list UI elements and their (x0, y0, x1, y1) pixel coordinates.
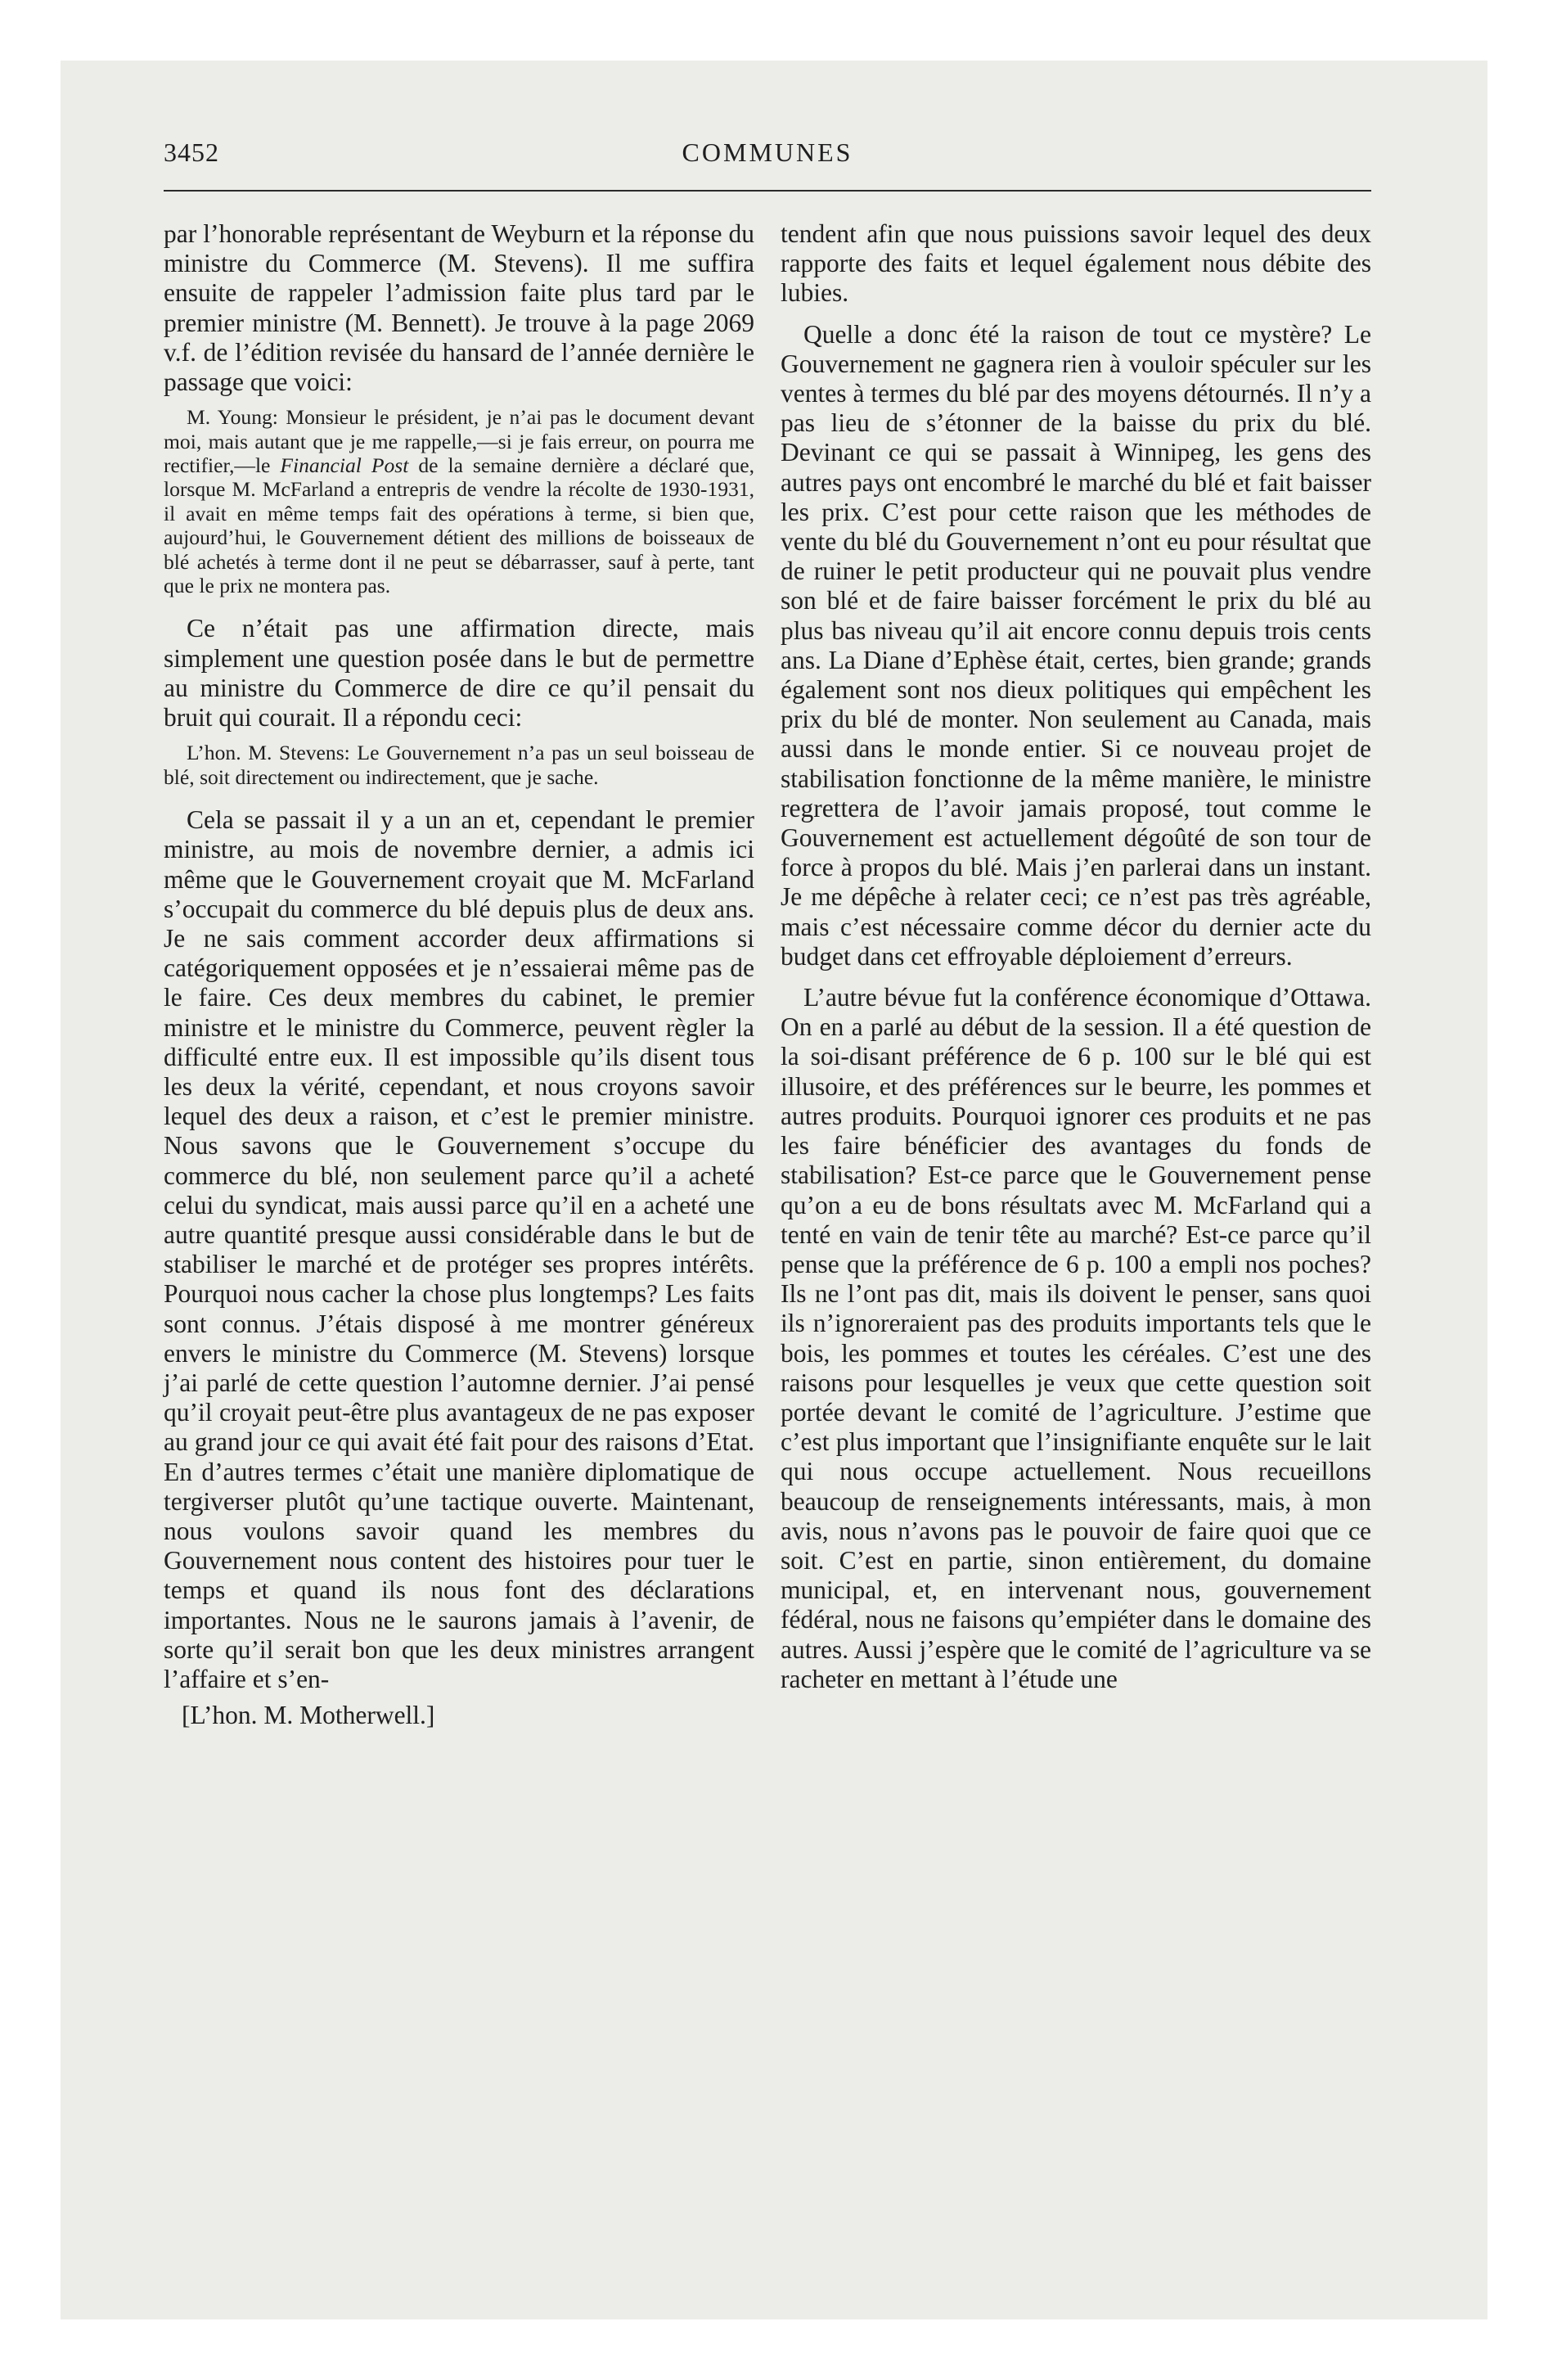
paragraph: Ce n’était pas une affirmation directe, mais simplement une question posée dans le but de permettre au ministre du Commerce de dire ce qu’il pensait du bruit qui courait. Il a répondu ceci: (164, 614, 754, 732)
quote-italic-title: Financial Post (280, 453, 409, 478)
quote-text: de la semaine dernière a déclaré que, lorsque M. McFarland a entrepris de vendre la récolte de 1930-1931, il avait en même temps fait des opérations à terme, si bien que, aujourd’hui, le Gouvernement détient des millions de boisseaux de blé achetés à terme dont il ne peut se débarrasser, sauf à perte, tant que le prix ne montera pas. (164, 453, 754, 598)
paragraph: par l’honorable représentant de Weyburn et la réponse du ministre du Commerce (M. Stevens). Il me suffira ensuite de rappeler l’admission faite plus tard par le premier ministre (M. Bennett). Je trouve à la page 2069 v.f. de l’édition revisée du hansard de l’année dernière le passage que voici: (164, 219, 754, 397)
block-quote-young (164, 405, 754, 597)
paragraph: Quelle a donc été la raison de tout ce mystère? Le Gouvernement ne gagnera rien à vouloir spéculer sur les ventes à termes du blé par des moyens détournés. Il n’y a pas lieu de s’étonner de la baisse du prix du blé. Devinant ce qui se passait à Winnipeg, les gens des autres pays ont encombré le marché du blé et fait baisser les prix. C’est pour cette raison que les méthodes de vente du blé du Gouvernement n’ont eu pour résultat que de ruiner le petit producteur qui ne pouvait plus vendre son blé et de faire baisser forcément le prix du blé au plus bas niveau qu’il ait encore connu depuis trois cents ans. La Diane d’Ephèse était, certes, bien grande; grands également sont nos dieux politiques qui empêchent les prix du blé de monter. Non seulement au Canada, mais aussi dans le monde entier. Si ce nouveau projet de stabilisation fonctionne de la même manière, le ministre regrettera de l’avoir jamais proposé, tout comme le Gouvernement est actuellement dégoûté de son tour de force à propos du blé. Mais j’en parlerai dans un instant. Je me dépêche à relater ceci; ce n’est pas très agréable, mais c’est nécessaire comme décor du dernier acte du budget dans cet effroyable déploiement d’erreurs. (781, 319, 1371, 971)
page-header (164, 137, 1371, 178)
speaker-footer: [L’hon. M. Motherwell.] (182, 1701, 435, 1730)
paragraph: Cela se passait il y a un an et, cependant le premier ministre, au mois de novembre dernier, a admis ici même que le Gouvernement croyait que M. McFarland s’occupait du commerce du blé depuis plus de deux ans. Je ne sais comment accorder deux affirmations si catégoriquement opposées et je n’essaierai même pas de le faire. Ces deux membres du cabinet, le premier ministre et le ministre du Commerce, peuvent règler la difficulté entre eux. Il est impossible qu’ils disent tous les deux la vérité, cependant, et nous croyons savoir lequel des deux a raison, et c’est le premier ministre. Nous savons que le Gouvernement s’occupe du commerce du blé, non seulement parce qu’il a acheté celui du syndicat, mais aussi parce qu’il en a acheté une autre quantité presque aussi considérable dans le but de stabiliser le marché et de protéger ses propres intérêts. Pourquoi nous cacher la chose plus longtemps? Les faits sont connus. J’étais disposé à me montrer généreux envers le ministre du Commerce (M. Stevens) lorsque j’ai parlé de cette question l’automne dernier. J’ai pensé qu’il croyait peut-être plus avantageux de ne pas exposer au grand jour ce qui avait été fait pour des raisons d’Etat. En d’autres termes c’était une manière diplomatique de tergiverser plutôt qu’une tactique ouverte. Maintenant, nous voulons savoir quand les membres du Gouvernement nous content des histoires pour tuer le temps et quand ils nous font des déclarations importantes. Nous ne le saurons jamais à l’avenir, de sorte qu’il serait bon que les deux ministres arrangent l’affaire et s’en- (164, 805, 754, 1693)
quote-text: M. Young: Monsieur le président, je n’ai pas le document devant moi, mais autant que je me rappelle,—si je fais erreur, on pourra me rectifier,—le (164, 405, 754, 478)
paragraph: tendent afin que nous puissions savoir lequel des deux rapporte des faits et lequel également nous débite des lubies. (781, 219, 1371, 308)
running-head: COMMUNES (682, 137, 853, 167)
right-column (781, 219, 1371, 1694)
header-rule (164, 190, 1371, 192)
page-number: 3452 (164, 137, 219, 167)
paragraph: L’autre bévue fut la conférence économique d’Ottawa. On en a parlé au début de la session. Il a été question de la soi-disant préférence de 6 p. 100 sur le blé qui est illusoire, et des préférences sur le beurre, les pommes et autres produits. Pourquoi ignorer ces produits et ne pas les faire bénéficier des avantages du fonds de stabilisation? Est-ce parce que le Gouvernement pense qu’on a eu de bons résultats avec M. McFarland qui a tenté en vain de tenir tête au marché? Est-ce parce qu’il pense que la préférence de 6 p. 100 a empli nos poches? Ils ne l’ont pas dit, mais ils doivent le penser, sans quoi ils n’ignoreraient pas des produits importants tels que le bois, les pommes et toutes les céréales. C’est une des raisons pour lesquelles je veux que cette question soit portée devant le comité de l’agriculture. J’estime que c’est plus important que l’insignifiante enquête sur le lait qui nous occupe actuellement. Nous recueillons beaucoup de renseignements intéressants, mais, à mon avis, nous n’avons pas le pouvoir de faire quoi que ce soit. C’est en partie, sinon entièrement, du domaine municipal, et, en intervenant nous, gouvernement fédéral, nous ne faisons qu’empiéter dans le domaine des autres. Aussi j’espère que le comité de l’agriculture va se racheter en mettant à l’étude une (781, 983, 1371, 1693)
block-quote-stevens: L’hon. M. Stevens: Le Gouvernement n’a pas un seul boisseau de blé, soit directement ou indirectement, que je sache. (164, 741, 754, 789)
left-column (164, 219, 754, 1730)
